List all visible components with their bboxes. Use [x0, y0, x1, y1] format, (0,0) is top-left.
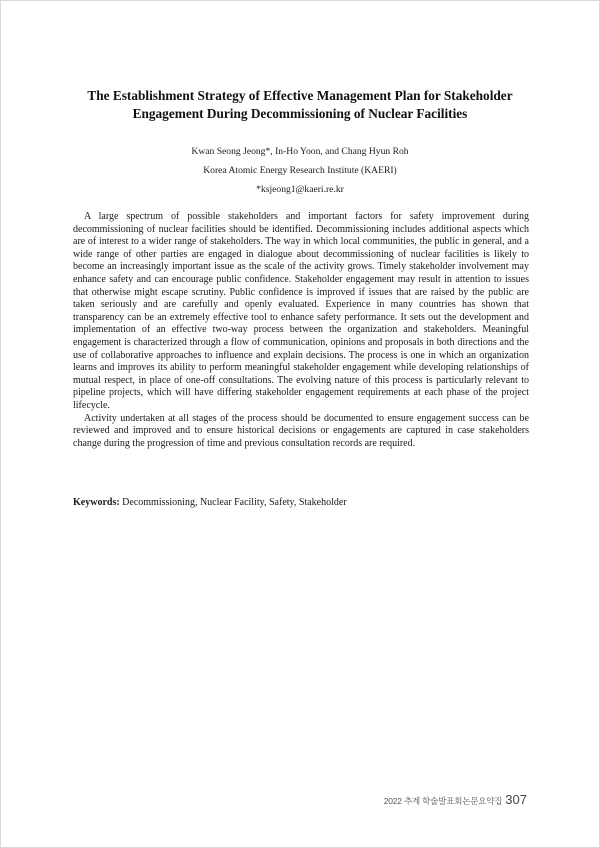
author-email: *ksjeong1@kaeri.re.kr [256, 184, 344, 195]
keywords-line [73, 497, 529, 510]
author-names: Kwan Seong Jeong*, In-Ho Yoon, and Chang Hyun Roh [191, 146, 409, 157]
paper-title [41, 87, 559, 123]
abstract-paragraph-2: Activity undertaken at all stages of the process should be documented to ensure engagement success can be reviewed and improved and to ensure historical decisions or engagements are captured in case stakeholders change during the progression of time and previous consultation records are required. [73, 412, 529, 449]
author-affiliation: Korea Atomic Energy Research Institute (KAERI) [203, 165, 397, 176]
author-block [41, 142, 559, 199]
paper-title-line-1: The Establishment Strategy of Effective Management Plan for Stakeholder [87, 88, 513, 103]
abstract-paragraph-1: A large spectrum of possible stakeholders and important factors for safety improvement during decommissioning of nuclear facilities should be identified. Decommissioning includes additional aspects which are of interest to a wider range of stakeholders. The way in which local communities, the public in general, and a wide range of other parties are engaged in dialogue about decommissioning of nuclear facilities is likely to become an increasingly important issue as the scale of the activity grows. Timely stakeholder involvement may enhance safety and can encourage public confidence. Stakeholder engagement may result in attention to issues that otherwise might escape scrutiny. Public confidence is improved if issues that are raised by the public are taken seriously and are carefully and openly evaluated. Experience in many countries has shown that transparency can be an extremely effective tool to enhance safety performance. It sets out the development and implementation of an effective two-way process between the organization and stakeholders. Meaningful engagement is characterized through a flow of communication, opinions and proposals in both directions and the use of collaborative approaches to influence and explain decisions. The process is one in which an organization learns and improves its ability to perform meaningful stakeholder engagement while developing relationships of mutual respect, in place of one-off consultations. The evolving nature of this process is particularly relevant to pipeline projects, which will have differing stakeholder engagement requirements at each phase of the project lifecycle. [73, 211, 529, 411]
page-number: 307 [505, 792, 527, 807]
abstract-body [73, 211, 529, 450]
keywords-list: Decommissioning, Nuclear Facility, Safety, Stakeholder [119, 497, 347, 508]
footer-proceedings-title: 2022 추계 학술발표회논문요약집 [383, 796, 503, 806]
page-footer [384, 791, 527, 809]
keywords-label: Keywords: [73, 497, 120, 508]
paper-title-line-2: Engagement During Decommissioning of Nuclear Facilities [132, 106, 468, 121]
